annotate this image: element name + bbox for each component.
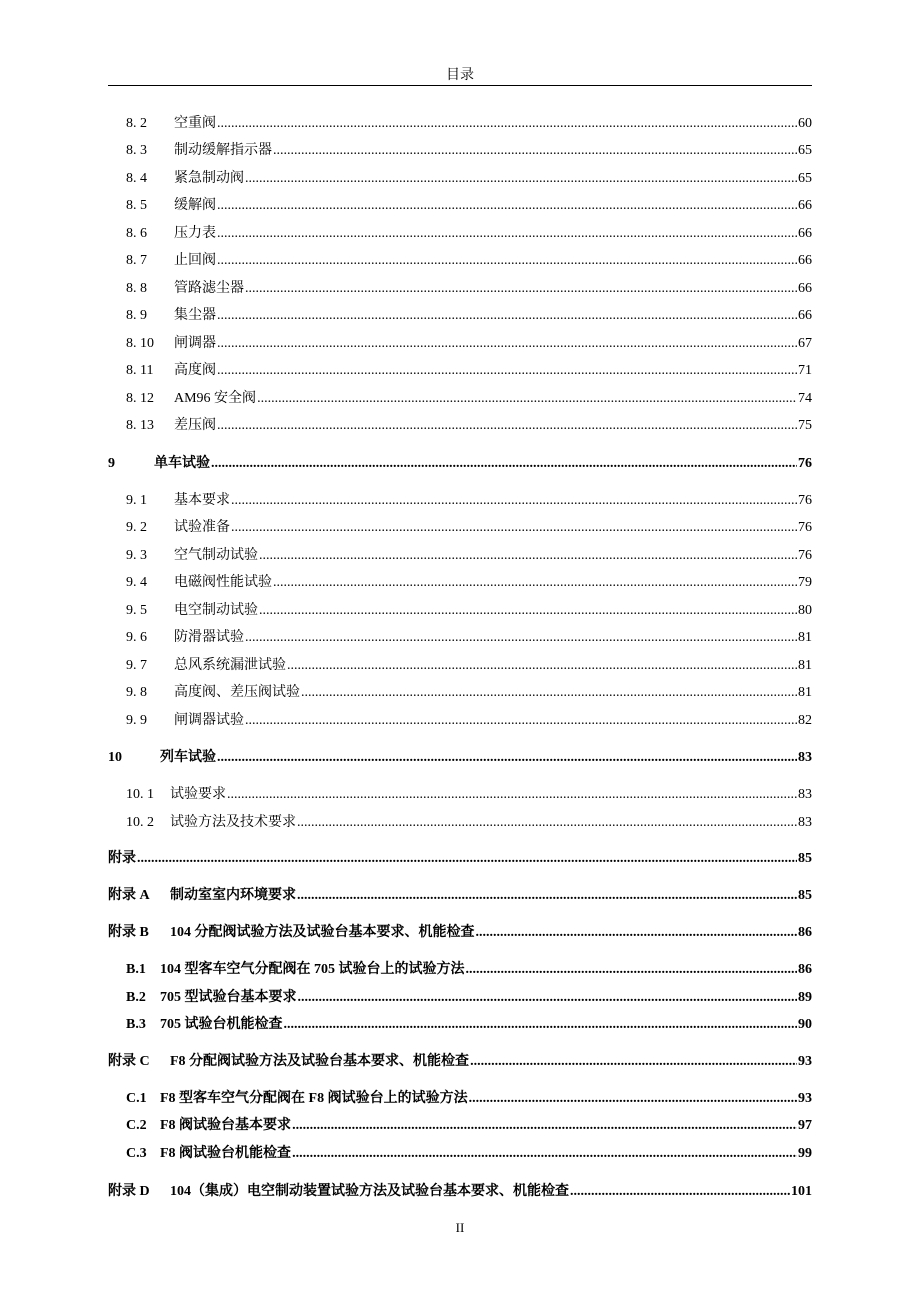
toc-entry[interactable] (126, 546, 812, 566)
toc-leader-dots (466, 960, 798, 980)
toc-leader-dots (298, 988, 798, 1008)
toc-entry[interactable] (126, 1015, 812, 1035)
toc-leader-dots (292, 1116, 797, 1136)
toc-entry-page: 74 (798, 391, 812, 406)
toc-entry-number: 10 (108, 750, 122, 765)
toc-leader-dots (217, 334, 797, 354)
toc-entry-page: 89 (798, 990, 812, 1005)
toc-entry-title: 试验准备 (174, 520, 230, 535)
toc-entry-number: 9. 9 (126, 713, 147, 728)
toc-entry-page: 99 (798, 1146, 812, 1161)
toc-entry-number: 9. 1 (126, 493, 147, 508)
toc-entry-title: 管路滤尘器 (174, 281, 244, 296)
toc-leader-dots (217, 361, 797, 381)
toc-leader-dots (217, 748, 797, 768)
page-header-title: 目录 (446, 68, 474, 83)
toc-entry-number: 9. 6 (126, 630, 147, 645)
toc-entry[interactable] (126, 683, 812, 703)
toc-leader-dots (476, 923, 798, 943)
toc-leader-dots (470, 1052, 797, 1072)
toc-entry-number: 9. 5 (126, 603, 147, 618)
toc-entry-number: 8. 6 (126, 226, 147, 241)
toc-leader-dots (297, 813, 797, 833)
toc-entry-title: 单车试验 (154, 456, 210, 471)
toc-leader-dots (257, 389, 797, 409)
toc-entry-number: C.3 (126, 1146, 147, 1161)
toc-entry[interactable] (126, 518, 812, 538)
toc-entry-page: 97 (798, 1118, 812, 1133)
toc-entry-number: 8. 2 (126, 116, 147, 131)
toc-entry[interactable] (126, 279, 812, 299)
toc-leader-dots (137, 849, 797, 869)
toc-entry-page: 76 (798, 548, 812, 563)
toc-leader-dots (284, 1015, 798, 1035)
toc-entry-title: 104 分配阀试验方法及试验台基本要求、机能检查 (170, 925, 475, 940)
toc-entry-title: 空气制动试验 (174, 548, 258, 563)
toc-entry[interactable] (108, 1052, 812, 1072)
toc-entry[interactable] (108, 1182, 812, 1202)
toc-entry-page: 83 (798, 750, 812, 765)
toc-entry-title: 集尘器 (174, 308, 216, 323)
toc-leader-dots (245, 711, 797, 731)
toc-entry-number: 8. 8 (126, 281, 147, 296)
toc-entry-number: 10. 2 (126, 815, 154, 830)
toc-entry[interactable] (126, 196, 812, 216)
toc-leader-dots (259, 601, 797, 621)
toc-entry-page: 81 (798, 685, 812, 700)
toc-entry-title: F8 型客车空气分配阀在 F8 阀试验台上的试验方法 (160, 1091, 468, 1106)
toc-entry-number: 10. 1 (126, 787, 154, 802)
toc-entry-page: 81 (798, 658, 812, 673)
toc-leader-dots (292, 1144, 797, 1164)
toc-entry-page: 71 (798, 363, 812, 378)
toc-entry-title: 705 试验台机能检查 (160, 1017, 283, 1032)
header-rule (108, 85, 812, 86)
toc-entry[interactable] (108, 849, 812, 869)
toc-leader-dots (231, 491, 797, 511)
toc-entry-number: 8. 13 (126, 418, 154, 433)
toc-entry[interactable] (126, 988, 812, 1008)
toc-entry[interactable] (126, 1116, 812, 1136)
toc-leader-dots (217, 416, 797, 436)
toc-entry-number: 附录 C (108, 1054, 150, 1069)
toc-leader-dots (245, 169, 797, 189)
toc-entry-title: 电磁阀性能试验 (174, 575, 272, 590)
toc-leader-dots (297, 886, 797, 906)
toc-entry-page: 66 (798, 253, 812, 268)
toc-entry-page: 83 (798, 815, 812, 830)
toc-entry-title: 104 型客车空气分配阀在 705 试验台上的试验方法 (160, 962, 465, 977)
toc-entry-number: 9. 8 (126, 685, 147, 700)
toc-entry-page: 86 (798, 962, 812, 977)
toc-entry[interactable] (126, 1089, 812, 1109)
toc-entry-number: B.2 (126, 990, 146, 1005)
toc-entry-title: 104（集成）电空制动装置试验方法及试验台基本要求、机能检查 (170, 1184, 569, 1199)
toc-leader-dots (211, 454, 797, 474)
toc-entry-title: 紧急制动阀 (174, 171, 244, 186)
toc-entry-title: 高度阀 (174, 363, 216, 378)
toc-leader-dots (301, 683, 797, 703)
toc-entry[interactable] (126, 251, 812, 271)
toc-entry-number: C.1 (126, 1091, 147, 1106)
toc-leader-dots (217, 224, 797, 244)
toc-entry-title: 防滑器试验 (174, 630, 244, 645)
toc-entry-number: 8. 11 (126, 363, 154, 378)
toc-entry-title: F8 阀试验台基本要求 (160, 1118, 292, 1133)
toc-entry-title: 闸调器 (174, 336, 216, 351)
toc-entry-number: 8. 9 (126, 308, 147, 323)
toc-entry-page: 81 (798, 630, 812, 645)
toc-entry[interactable] (126, 785, 812, 805)
toc-entry-number: 9 (108, 456, 115, 471)
toc-entry[interactable] (126, 389, 812, 409)
toc-entry[interactable] (108, 748, 812, 768)
toc-entry-page: 101 (791, 1184, 812, 1199)
toc-entry[interactable] (126, 1144, 812, 1164)
toc-entry-page: 67 (798, 336, 812, 351)
toc-entry-title: 电空制动试验 (174, 603, 258, 618)
toc-entry[interactable] (126, 813, 812, 833)
toc-entry-page: 60 (798, 116, 812, 131)
toc-entry-number: B.1 (126, 962, 146, 977)
toc-leader-dots (245, 628, 797, 648)
toc-entry-number: 附录 B (108, 925, 149, 940)
toc-entry-page: 66 (798, 226, 812, 241)
toc-leader-dots (273, 573, 797, 593)
toc-entry-title: 基本要求 (174, 493, 230, 508)
toc-entry-page: 85 (798, 888, 812, 903)
toc-entry-page: 82 (798, 713, 812, 728)
toc-entry-page: 83 (798, 787, 812, 802)
toc-leader-dots (217, 306, 797, 326)
toc-entry-page: 66 (798, 281, 812, 296)
toc-entry-page: 66 (798, 198, 812, 213)
toc-entry[interactable] (126, 141, 812, 161)
toc-entry-title: 制动室室内环境要求 (170, 888, 296, 903)
toc-entry-page: 93 (798, 1091, 812, 1106)
page-number: II (455, 1220, 465, 1235)
toc-entry[interactable] (126, 628, 812, 648)
toc-entry-number: 8. 7 (126, 253, 147, 268)
toc-entry-number: B.3 (126, 1017, 146, 1032)
toc-entry-title: 压力表 (174, 226, 216, 241)
toc-entry[interactable] (126, 334, 812, 354)
toc-entry-title: 试验要求 (170, 787, 226, 802)
toc-entry-title: 缓解阀 (174, 198, 216, 213)
toc-entry-title: AM96 安全阀 (174, 391, 257, 406)
toc-entry[interactable] (126, 416, 812, 436)
toc-entry[interactable] (126, 960, 812, 980)
toc-leader-dots (217, 114, 797, 134)
toc-entry[interactable] (108, 886, 812, 906)
toc-entry-number: 8. 4 (126, 171, 147, 186)
toc-entry[interactable] (126, 711, 812, 731)
toc-leader-dots (273, 141, 797, 161)
toc-entry-page: 65 (798, 171, 812, 186)
toc-entry-page: 65 (798, 143, 812, 158)
toc-entry[interactable] (126, 224, 812, 244)
toc-leader-dots (570, 1182, 790, 1202)
toc-entry-number: C.2 (126, 1118, 147, 1133)
toc-entry-title: 列车试验 (160, 750, 216, 765)
toc-entry[interactable] (126, 573, 812, 593)
toc-entry-number: 8. 5 (126, 198, 147, 213)
toc-leader-dots (227, 785, 797, 805)
toc-leader-dots (217, 196, 797, 216)
toc-entry-page: 85 (798, 851, 812, 866)
toc-entry-title: 闸调器试验 (174, 713, 244, 728)
toc-entry-title: F8 阀试验台机能检查 (160, 1146, 292, 1161)
toc-entry[interactable] (126, 491, 812, 511)
toc-entry-title: 制动缓解指示器 (174, 143, 272, 158)
toc-leader-dots (231, 518, 797, 538)
toc-entry-page: 76 (798, 493, 812, 508)
toc-entry-title: 空重阀 (174, 116, 216, 131)
toc-leader-dots (259, 546, 797, 566)
toc-entry[interactable] (108, 923, 812, 943)
toc-entry-title: 705 型试验台基本要求 (160, 990, 297, 1005)
toc-leader-dots (287, 656, 797, 676)
toc-leader-dots (469, 1089, 797, 1109)
toc-entry-title: 附录 (108, 851, 136, 866)
toc-entry-number: 8. 3 (126, 143, 147, 158)
toc-entry[interactable] (126, 656, 812, 676)
toc-entry-number: 8. 12 (126, 391, 154, 406)
toc-entry-page: 93 (798, 1054, 812, 1069)
toc-entry-page: 90 (798, 1017, 812, 1032)
toc-entry-page: 80 (798, 603, 812, 618)
toc-entry-page: 79 (798, 575, 812, 590)
toc-entry-page: 75 (798, 418, 812, 433)
toc-entry-page: 76 (798, 456, 812, 471)
toc-entry-number: 9. 2 (126, 520, 147, 535)
toc-entry-title: 止回阀 (174, 253, 216, 268)
toc-entry-title: 总风系统漏泄试验 (174, 658, 286, 673)
toc-entry-title: 高度阀、差压阀试验 (174, 685, 300, 700)
toc-entry-number: 附录 A (108, 888, 150, 903)
toc-entry-title: 试验方法及技术要求 (170, 815, 296, 830)
toc-entry-number: 9. 3 (126, 548, 147, 563)
toc-entry-number: 附录 D (108, 1184, 150, 1199)
toc-entry-title: F8 分配阀试验方法及试验台基本要求、机能检查 (170, 1054, 470, 1069)
toc-entry-number: 9. 4 (126, 575, 147, 590)
toc-entry[interactable] (108, 454, 812, 474)
toc-entry-page: 86 (798, 925, 812, 940)
toc-entry[interactable] (126, 601, 812, 621)
toc-leader-dots (245, 279, 797, 299)
toc-entry[interactable] (126, 361, 812, 381)
toc-entry-page: 66 (798, 308, 812, 323)
toc-entry[interactable] (126, 114, 812, 134)
toc-entry[interactable] (126, 169, 812, 189)
toc-leader-dots (217, 251, 797, 271)
toc-entry[interactable] (126, 306, 812, 326)
toc-entry-page: 76 (798, 520, 812, 535)
toc-entry-title: 差压阀 (174, 418, 216, 433)
toc-entry-number: 8. 10 (126, 336, 154, 351)
toc-entry-number: 9. 7 (126, 658, 147, 673)
